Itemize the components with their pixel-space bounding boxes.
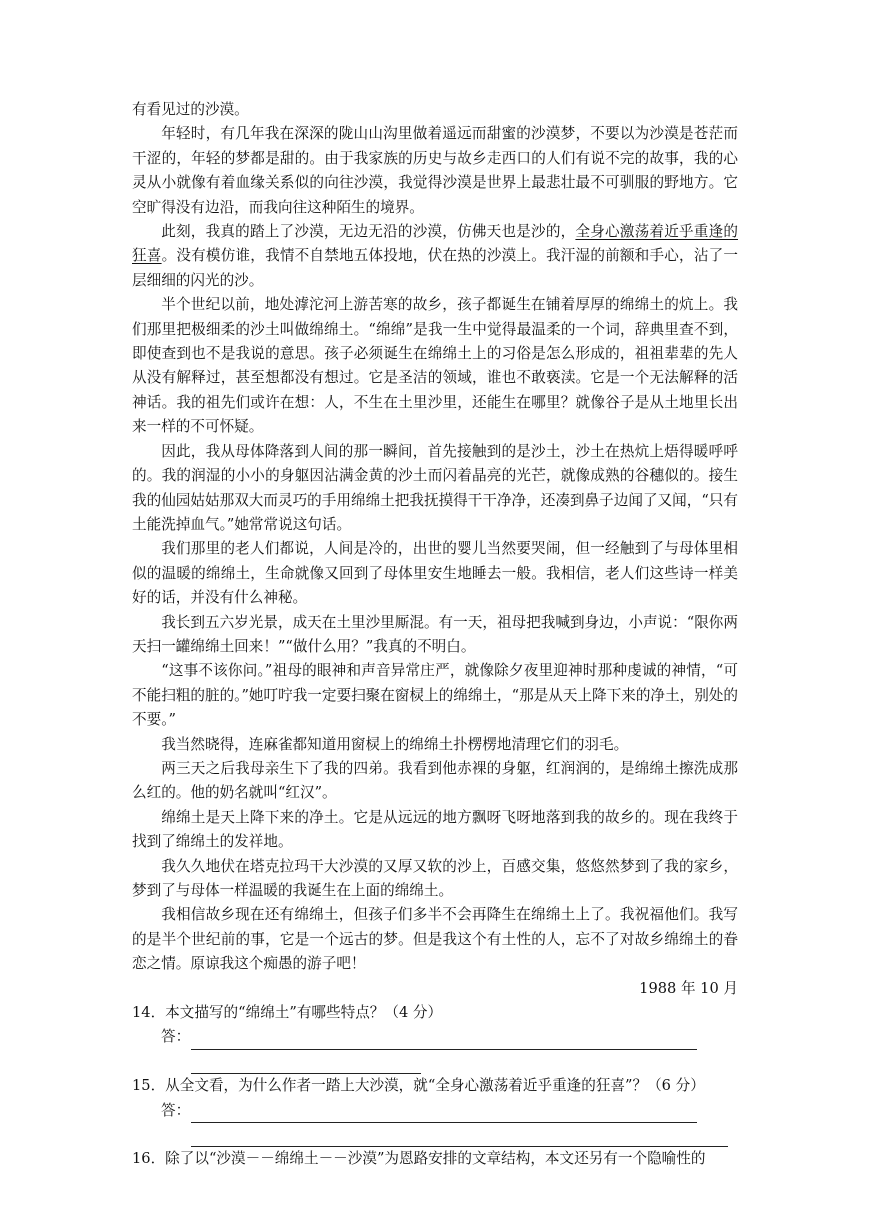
paragraph-12: 我相信故乡现在还有绵绵土，但孩子们多半不会再降生在绵绵土上了。我祝福他们。我写的是半个世纪前的事，它是一个远古的梦。但是我这个有土性的人，忘不了对故乡绵绵土的眷恋之情。原谅我这个痴愚的游子吧！: [132, 906, 738, 973]
paragraph-3: 半个世纪以前，地处滹沱河上游苦寒的故乡，孩子都诞生在铺着厚厚的绵绵土的炕上。我们那里把极细柔的沙土叫做绵绵土。“绵绵”是我一生中觉得最温柔的一个词，辞典里查不到，即使查到也不是我说的意思。孩子必须诞生在绵绵土上的习俗是怎么形成的，祖祖辈辈的先人从没有解释过，甚至想都没有想过。它是圣洁的领域，谁也不敢亵渎。它是一个无法解释的活神话。我的祖先们或许在想：人，不生在土里沙里，还能生在哪里？就像谷子是从土地里长出来一样的不可怀疑。: [132, 296, 738, 436]
answer-line[interactable]: [191, 1059, 421, 1074]
paragraph-10: 绵绵土是天上降下来的净土。它是从远远的地方飘呀飞呀地落到我的故乡的。现在我终于找到了绵绵土的发祥地。: [132, 808, 738, 851]
answer-line[interactable]: [191, 1108, 697, 1123]
answer-row-14: [132, 1025, 738, 1049]
paragraph-2-after: 。没有模仿谁，我情不自禁地五体投地，伏在热的沙漠上。我汗湿的前额和手心，沾了一层细细的闪光的沙。: [132, 247, 738, 289]
answer-row-15b: [132, 1123, 738, 1147]
paragraph-4: 因此，我从母体降落到人间的那一瞬间，首先接触到的是沙土，沙土在热炕上焐得暖呼呼的。我的润湿的小小的身躯因沾满金黄的沙土而闪着晶亮的光芒，就像成熟的谷穗似的。接生我的仙园姑姑那双大而灵巧的手用绵绵土把我抚摸得干干净净，还凑到鼻子边闻了又闻，“只有土能洗掉血气。”她常常说这句话。: [132, 442, 738, 533]
answer-label-15: 答：: [161, 1101, 191, 1119]
answer-line[interactable]: [191, 1132, 728, 1147]
answer-row-14b: [132, 1050, 738, 1074]
article-date: 1988 年 10 月: [639, 979, 738, 997]
question-14: 14．本文描写的“绵绵土”有哪些特点？（4 分）: [132, 1004, 443, 1022]
paragraph-8: 我当然晓得，连麻雀都知道用窗棂上的绵绵土扑楞楞地清理它们的羽毛。: [161, 735, 629, 753]
paragraph-7: “这事不该你问。”祖母的眼神和声音异常庄严，就像除夕夜里迎神时那种虔诚的神情，“可不能扫粗的脏的。”她叮咛我一定要扫聚在窗棂上的绵绵土，“那是从天上降下来的净土，别处的不要。”: [132, 662, 738, 729]
paragraph-6: 我长到五六岁光景，成天在土里沙里厮混。有一天，祖母把我喊到身边，小声说：“限你两天扫一罐绵绵土回来！”“做什么用？”我真的不明白。: [132, 613, 738, 655]
underlined-phrase: 全身心激荡着近乎重逢的狂喜: [132, 223, 738, 265]
paragraph-0: 有看见过的沙漠。: [132, 101, 249, 118]
document-page: [132, 98, 738, 1172]
answer-row-15: [132, 1099, 738, 1123]
paragraph-2: [132, 220, 738, 293]
paragraph-11: 我久久地伏在塔克拉玛干大沙漠的又厚又软的沙上，百感交集，悠悠然梦到了我的家乡，梦到了与母体一样温暖的我诞生在上面的绵绵土。: [132, 857, 738, 899]
paragraph-9: 两三天之后我母亲生下了我的四弟。我看到他赤裸的身躯，红润润的，是绵绵土擦洗成那么红的。他的奶名就叫“红汉”。: [132, 759, 738, 802]
paragraph-2-before: 此刻，我真的踏上了沙漠，无边无沿的沙漠，仿佛天也是沙的，: [161, 223, 576, 241]
paragraph-5: 我们那里的老人们都说，人间是冷的，出世的婴儿当然要哭闹，但一经触到了与母体里相似的温暖的绵绵土，生命就像又回到了母体里安生地睡去一般。我相信，老人们这些诗一样美好的话，并没有什么神秘。: [132, 540, 738, 607]
question-16: 16．除了以“沙漠－－绵绵土－－沙漠”为恩路安排的文章结构，本文还另有一个隐喻性的: [132, 1150, 706, 1168]
paragraph-1: 年轻时，有几年我在深深的陇山山沟里做着遥远而甜蜜的沙漠梦，不要以为沙漠是苍茫而干涩的，年轻的梦都是甜的。由于我家族的历史与故乡走西口的人们有说不完的故事，我的心灵从小就像有着血缘关系似的向往沙漠，我觉得沙漠是世界上最悲壮最不可驯服的野地方。它空旷得没有边沿，而我向往这种陌生的境界。: [132, 125, 738, 216]
answer-line[interactable]: [191, 1035, 697, 1050]
answer-label-14: 答：: [161, 1028, 191, 1046]
question-15: 15．从全文看，为什么作者一踏上大沙漠，就“全身心激荡着近乎重逢的狂喜”？（6 分）: [132, 1077, 705, 1095]
